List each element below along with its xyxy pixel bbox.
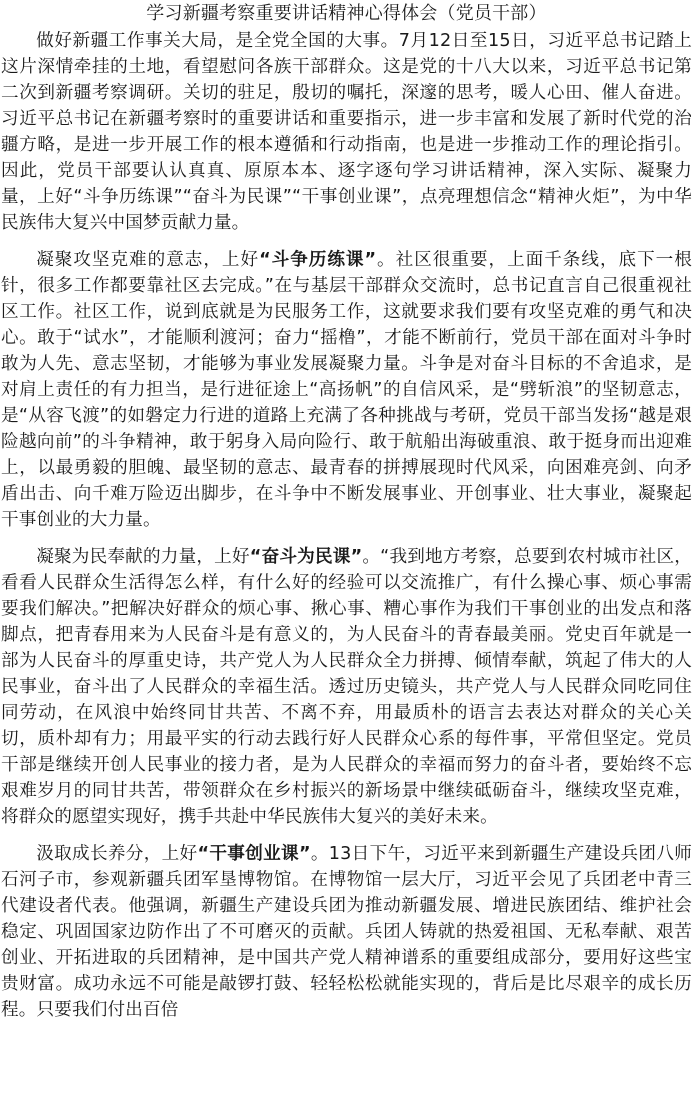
paragraph-career xyxy=(1,841,692,1023)
paragraph-struggle xyxy=(1,247,692,533)
paragraph-text: 。13日下午，习近平来到新疆生产建设兵团八师石河子市，参观新疆兵团军垦博物馆。在博物馆一层大厅，习近平会见了兵团老中青三代建设者代表。他强调，新疆生产建设兵团为推动新疆发展、增进民族团结、维护社会稳定、巩固国家边防作出了不可磨灭的贡献。兵团人铸就的热爱祖国、无私奉献、艰苦创业、开拓进取的兵团精神，是中国共产党人精神谱系的重要组成部分，要用好这些宝贵财富。成功永远不可能是敲锣打鼓、轻轻松松就能实现的，背后是比尽艰辛的成长历程。只要我们付出百倍 xyxy=(1,844,692,1020)
paragraph-serve-people xyxy=(1,544,692,830)
document-title: 学习新疆考察重要讲话精神心得体会（党员干部） xyxy=(146,3,547,24)
paragraph-intro xyxy=(1,28,692,236)
paragraph-lead: 汲取成长养分，上好 xyxy=(36,844,198,864)
paragraph-text: 。社区很重要，上面千条线，底下一根针，很多工作都要靠社区去完成。”在与基层干部群众交流时，总书记直言自己很重视社区工作。社区工作，说到底就是为民服务工作，这就要求我们要有攻坚克难的勇气和决心。敢于“试水”，才能顺利渡河；奋力“摇橹”，才能不断前行，党员干部在面对斗争时敢为人先、意志坚韧，才能够为事业发展凝聚力量。斗争是对奋斗目标的不舍追求，是对肩上责任的有力担当，是行进征途上“高扬帆”的自信风采，是“劈斩浪”的坚韧意志，是“从容飞渡”的如磐定力行进的道路上充满了各种挑战与考研，党员干部当发扬“越是艰险越向前”的斗争精神，敢于躬身入局向险行、敢于航船出海破重浪、敢于挺身而出迎难上，以最勇毅的胆魄、最坚韧的意志、最青春的拼搏展现时代风采，向困难亮剑、向矛盾出击、向千难万险迈出脚步，在斗争中不断发展事业、开创事业、壮大事业，凝聚起干事创业的大力量。 xyxy=(1,250,692,530)
paragraph-emphasis: “奋斗为民课” xyxy=(249,547,363,567)
paragraph-text: 。“我到地方考察，总要到农村城市社区，看看人民群众生活得怎么样，有什么好的经验可以交流推广，有什么操心事、烦心事需要我们解决。”把解决好群众的烦心事、揪心事、糟心事作为我们干事创业的出发点和落脚点，把青春用来为人民奋斗是有意义的，为人民奋斗的青春最美丽。党史百年就是一部为人民奋斗的厚重史诗，共产党人为人民群众全力拼搏、倾情奉献，筑起了伟大的人民事业，奋斗出了人民群众的幸福生活。透过历史镜头，共产党人与人民群众同吃同住同劳动，在风浪中始终同甘共苦、不离不弃，用最质朴的语言去表达对群众的关心关切，质朴却有力；用最平实的行动去践行好人民群众心系的每件事，平常但坚定。党员干部是继续开创人民事业的接力者，是为人民群众的幸福而努力的奋斗者，要始终不忘艰难岁月的同甘共苦，带领群众在乡村振兴的新场景中继续砥砺奋斗，继续攻坚克难，将群众的愿望实现好，携手共赴中华民族伟大复兴的美好未来。 xyxy=(1,547,692,827)
paragraph-text: 做好新疆工作事关大局，是全党全国的大事。7月12日至15日，习近平总书记踏上这片深情牵挂的土地，看望慰问各族干部群众。这是党的十八大以来，习近平总书记第二次到新疆考察调研。关切的驻足，殷切的嘱托，深邃的思考，暖人心田、催人奋进。习近平总书记在新疆考察时的重要讲话和重要指示，进一步丰富和发展了新时代党的治疆方略，是进一步开展工作的根本遵循和行动指南，也是进一步推动工作的理论指引。因此，党员干部要认认真真、原原本本、逐字逐句学习讲话精神，深入实际、凝聚力量，上好“斗争历练课”“奋斗为民课”“干事创业课”，点亮理想信念“精神火炬”，为中华民族伟大复兴中国梦贡献力量。 xyxy=(1,31,692,233)
paragraph-lead: 凝聚为民奉献的力量，上好 xyxy=(36,547,250,567)
paragraph-emphasis: “斗争历练课” xyxy=(259,250,377,270)
paragraph-emphasis: “干事创业课” xyxy=(197,844,311,864)
paragraph-lead: 凝聚攻坚克难的意志，上好 xyxy=(36,250,260,270)
